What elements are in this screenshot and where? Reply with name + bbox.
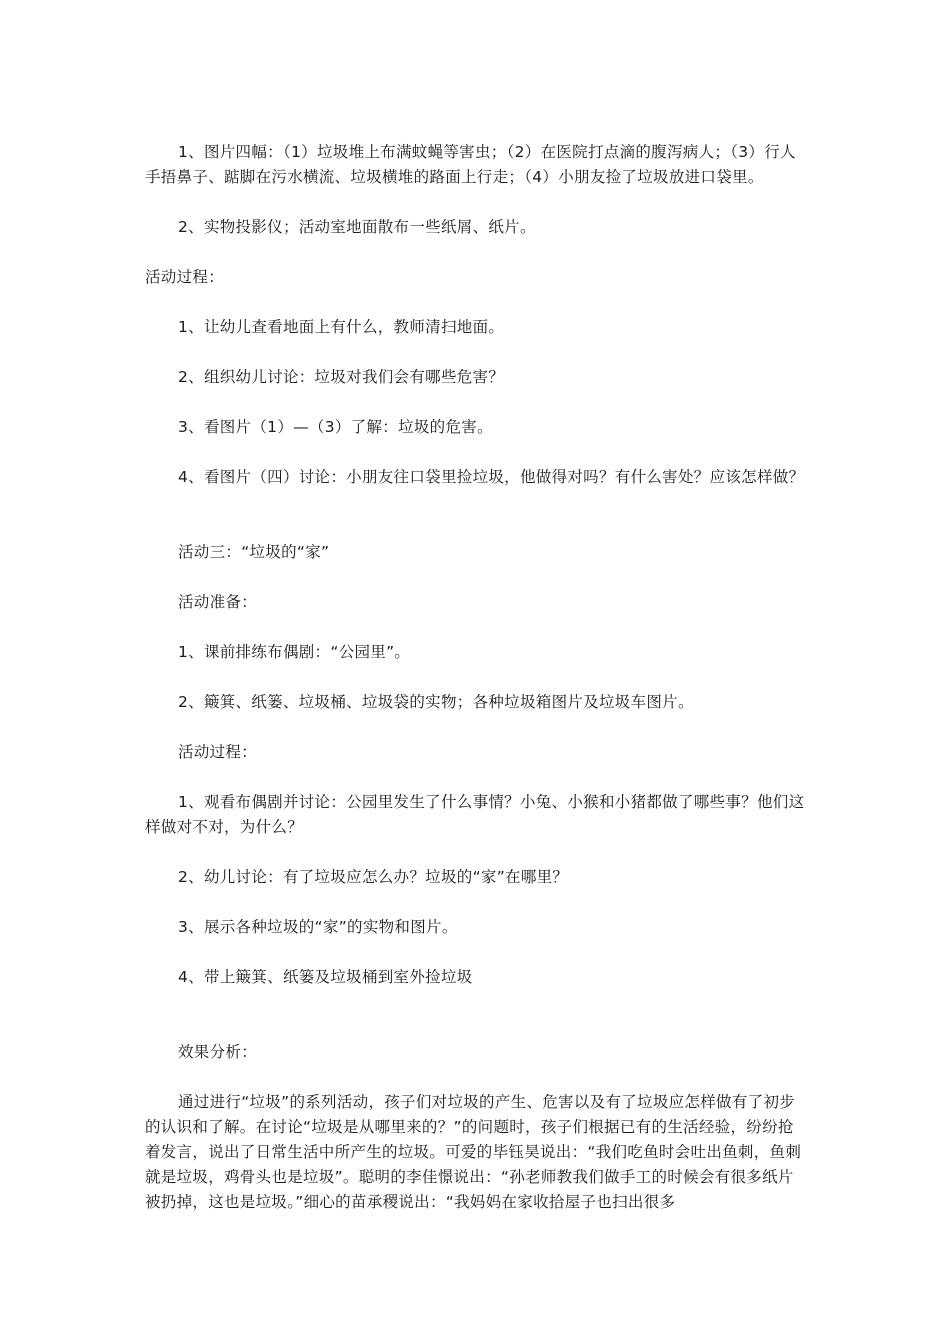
paragraph-materials-pictures: 1、图片四幅：（1）垃圾堆上布满蚊蝇等害虫；（2）在医院打点滴的腹泻病人；（3）行人手捂鼻子、踮脚在污水横流、垃圾横堆的路面上行走；（4）小朋友捡了垃圾放进口袋里。: [145, 143, 796, 186]
paragraph-process2-step-2: 2、幼儿讨论：有了垃圾应怎么办？垃圾的“家”在哪里？: [178, 868, 569, 886]
paragraph-materials-projector: 2、实物投影仪；活动室地面散布一些纸屑、纸片。: [178, 218, 536, 236]
paragraph-process-step-2: 2、组织幼儿讨论：垃圾对我们会有哪些危害？: [178, 368, 505, 386]
heading-activity-process-2: 活动过程：: [178, 743, 258, 761]
paragraph-preparation-1: 1、课前排练布偶剧：“公园里”。: [178, 643, 411, 661]
heading-activity-three: 活动三：“垃圾的“家”: [178, 543, 330, 561]
paragraph-effect-analysis-body: 通过进行“垃圾”的系列活动，孩子们对垃圾的产生、危害以及有了垃圾应怎样做有了初步的认识和了解。在讨论“垃圾是从哪里来的？”的问题时，孩子们根据已有的生活经验，纷纷抢着发言，说出了日常生活中所产生的垃圾。可爱的毕钰昊说出：“我们吃鱼时会吐出鱼刺，鱼刺就是垃圾，鸡骨头也是垃圾”。聪明的李佳憬说出：“孙老师教我们做手工的时候会有很多纸片被扔掉，这也是垃圾。”细心的苗承稷说出：“我妈妈在家收拾屋子也扫出很多: [145, 1093, 802, 1211]
paragraph-process-step-3: 3、看图片（1）—（3）了解：垃圾的危害。: [178, 418, 493, 436]
heading-effect-analysis: 效果分析：: [178, 1043, 258, 1061]
heading-activity-preparation: 活动准备：: [178, 593, 258, 611]
paragraph-process-step-1: 1、让幼儿查看地面上有什么，教师清扫地面。: [178, 318, 505, 336]
paragraph-preparation-2: 2、簸箕、纸篓、垃圾桶、垃圾袋的实物；各种垃圾箱图片及垃圾车图片。: [178, 693, 694, 711]
paragraph-process2-step-1: 1、观看布偶剧并讨论：公园里发生了什么事情？小兔、小猴和小猪都做了哪些事？他们这样做对不对，为什么？: [145, 793, 805, 836]
paragraph-process2-step-3: 3、展示各种垃圾的“家”的实物和图片。: [178, 918, 458, 936]
heading-activity-process-1: 活动过程：: [145, 268, 225, 286]
paragraph-process-step-4: 4、看图片（四）讨论：小朋友往口袋里捡垃圾，他做得对吗？有什么害处？应该怎样做？: [178, 468, 805, 486]
paragraph-process2-step-4: 4、带上簸箕、纸篓及垃圾桶到室外捡垃圾: [178, 968, 473, 986]
